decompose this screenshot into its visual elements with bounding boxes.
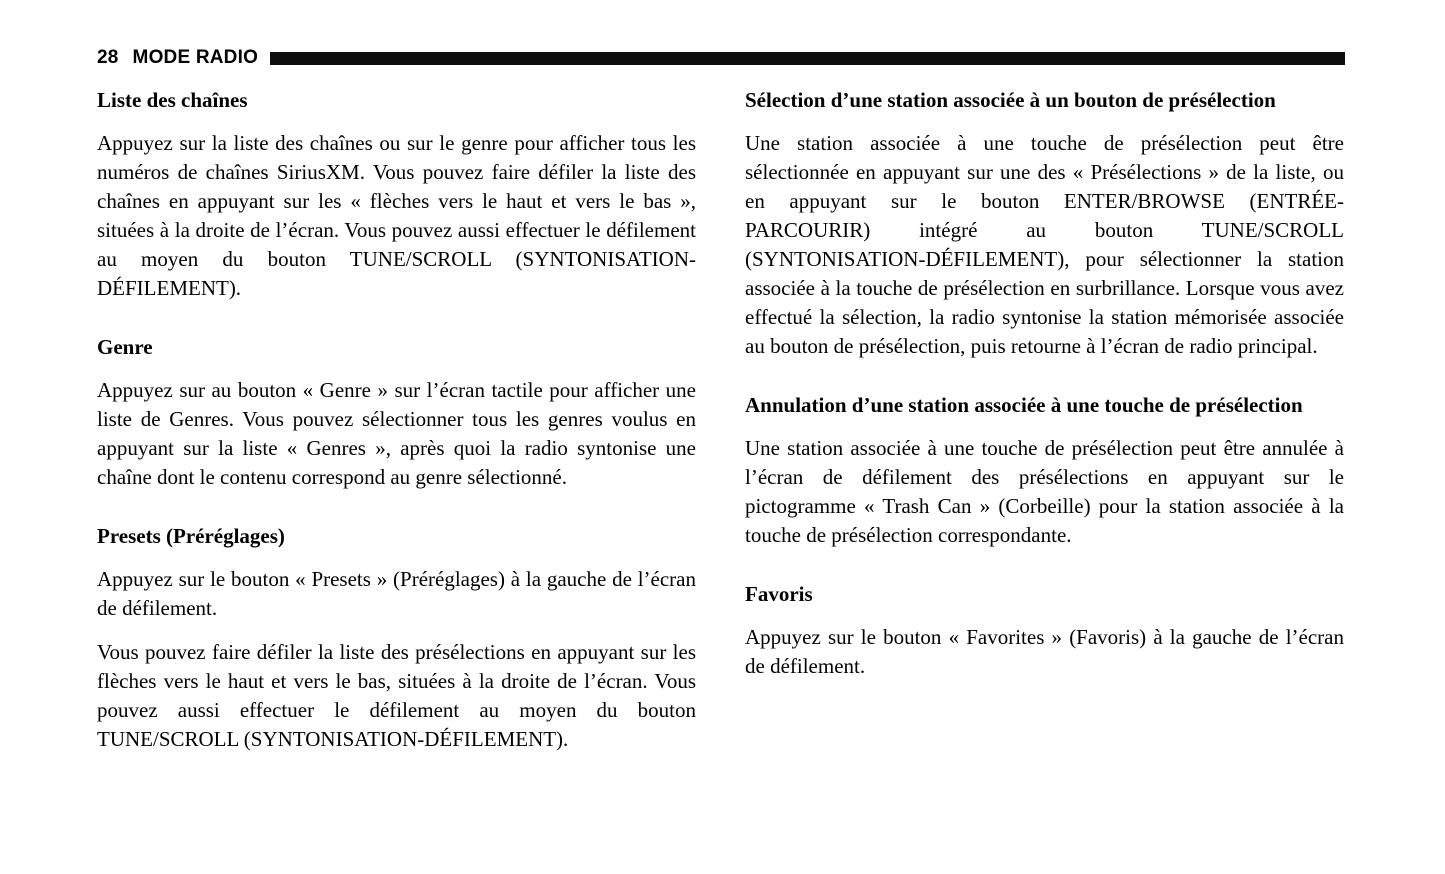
section-liste-des-chaines xyxy=(97,86,696,303)
paragraph: Une station associée à une touche de présélection peut être sélectionnée en appuyant sur une des « Présélections » de la liste, ou en appuyant sur le bouton ENTER/BROWSE (ENTRÉE-PARCOURIR) intégré au bouton TUNE/SCROLL (SYNTONISATION-DÉFILEMENT), pour sélectionner la station associée à la touche de présélection en surbrillance. Lorsque vous avez effectué la sélection, la radio syntonise la station mémorisée associée au bouton de présélection, puis retourne à l’écran de radio principal. xyxy=(745,131,1344,358)
column-right xyxy=(745,86,1344,784)
section-favoris xyxy=(745,580,1344,681)
paragraph: Appuyez sur au bouton « Genre » sur l’écran tactile pour afficher une liste de Genres. Vous pouvez sélectionner tous les genres voulus en appuyant sur la liste « Genres », après quoi la radio syntonise une chaîne dont le contenu correspond au genre sélectionné. xyxy=(97,378,696,489)
section-heading: Sélection d’une station associée à un bouton de présélection xyxy=(745,88,1276,112)
paragraph: Vous pouvez faire défiler la liste des présélections en appuyant sur les flèches vers le haut et vers le bas, situées à la droite de l’écran. Vous pouvez aussi effectuer le défilement au moyen du bouton TUNE/SCROLL (SYNTONISATION-DÉFILEMENT). xyxy=(97,640,696,751)
paragraph: Appuyez sur le bouton « Presets » (Préréglages) à la gauche de l’écran de défilement. xyxy=(97,567,696,620)
paragraph: Une station associée à une touche de présélection peut être annulée à l’écran de défilement des présélections en appuyant sur le pictogramme « Trash Can » (Corbeille) pour la station associée à la touche de présélection correspondante. xyxy=(745,436,1344,547)
section-heading: Annulation d’une station associée à une touche de présélection xyxy=(745,393,1303,417)
section-heading: Favoris xyxy=(745,582,813,606)
section-heading: Genre xyxy=(97,335,153,359)
column-left xyxy=(97,86,696,784)
paragraph: Appuyez sur le bouton « Favorites » (Favoris) à la gauche de l’écran de défilement. xyxy=(745,625,1344,678)
page-header xyxy=(97,48,1345,68)
section-heading: Presets (Préréglages) xyxy=(97,524,285,548)
section-genre xyxy=(97,333,696,492)
section-annulation-station-preselection xyxy=(745,391,1344,550)
page-number: 28 xyxy=(97,47,119,68)
paragraph: Appuyez sur la liste des chaînes ou sur le genre pour afficher tous les numéros de chaînes SiriusXM. Vous pouvez faire défiler la liste des chaînes en appuyant sur les « flèches vers le haut et vers le bas », situées à la droite de l’écran. Vous pouvez aussi effectuer le défilement au moyen du bouton TUNE/SCROLL (SYNTONISATION-DÉFILEMENT). xyxy=(97,131,696,300)
two-column-layout xyxy=(97,86,1345,784)
section-heading: Liste des chaînes xyxy=(97,88,248,112)
chapter-title: MODE RADIO xyxy=(132,47,259,68)
section-selection-station-preselection xyxy=(745,86,1344,361)
section-presets xyxy=(97,522,696,754)
header-rule-bar xyxy=(270,52,1345,65)
